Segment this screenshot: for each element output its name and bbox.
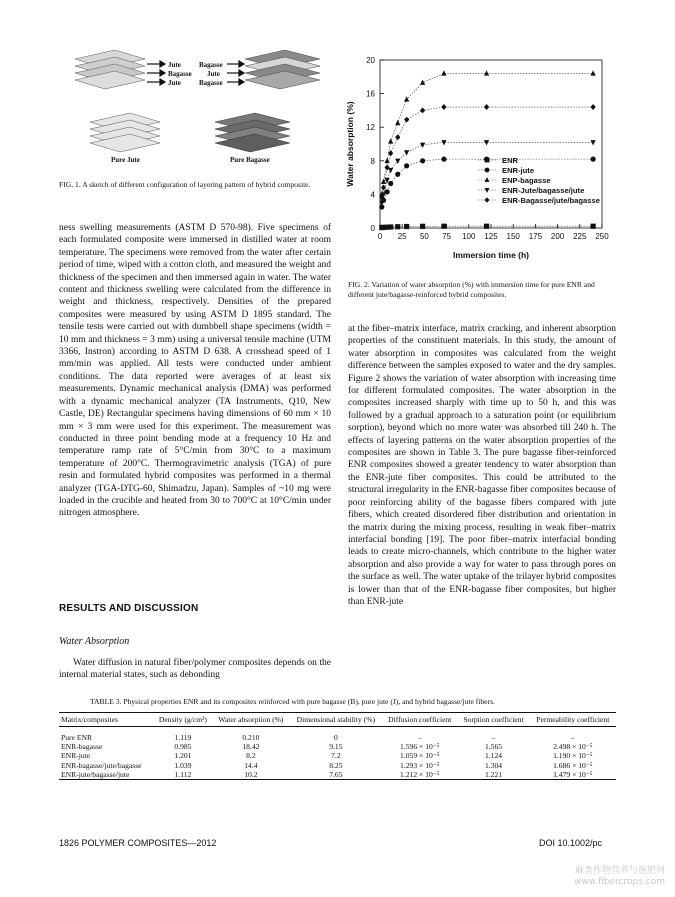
table-row (59, 761, 616, 770)
table-cell: 0.210 (242, 733, 260, 742)
table-cell: ENR-bagasse (61, 742, 103, 752)
data-point (388, 138, 393, 143)
section-title: RESULTS AND DISCUSSION (59, 603, 199, 614)
arrows-left (147, 61, 165, 85)
table-cell: – (417, 733, 422, 742)
discussion-paragraph: at the fiber–matrix interface, matrix cracking, and inherent absorption properties of the constituent materials. In this study, the amount of water absorption in composites was calculated from the weight difference between the samples exposed to water and the dry samples. Figure 2 shows the variation of water absorption with increasing time for different formulated composites. The water absorption in the composites increased sharply with time up to 50 h, and this was followed by a gradual approach to a saturation point (or equilibrium sorption), beyond which no more water was absorbed till 240 h. The effects of layering patterns on the water absorption properties of the composites are shown in Table 3. The pure bagasse fiber-reinforced ENR composites showed a greater tendency to water absorption than the ENR-jute fiber composites. This could be attributed to the structural irregularity in the ENR-bagasse fiber composites because of poor reinforcing ability of the bagasse fibers compared with jute fibers, which created disordered fiber distribution and orientation in the matrix during the mixing process, resulting in weak fiber–matrix interfacial bonding [19]. The poor fiber–matrix interfacial bonding leads to create micro-channels, which contribute to the higher water absorption and also provide a way for water to pass through pores on the surface as well. The water uptake of the trilayer hybrid composites is lower than that of the ENR-bagasse fiber composites, but higher than ENR-jute (348, 324, 616, 607)
table-cell: ENR-jute/bagasse/jute (61, 769, 130, 779)
x-tick-label: 225 (573, 232, 587, 241)
table-cell: – (491, 733, 496, 742)
table-cell: – (570, 733, 575, 742)
data-point (395, 172, 400, 177)
data-point (388, 168, 393, 173)
table-header: Density (g/cm³) (158, 715, 207, 724)
data-point (441, 224, 446, 229)
data-point (441, 157, 446, 162)
table-header: Matrix/composites (61, 715, 118, 724)
arrows-right (227, 61, 244, 85)
x-tick-label: 25 (397, 232, 407, 241)
y-tick-label: 20 (366, 56, 375, 65)
data-point (404, 150, 409, 155)
table-cell: 9.15 (329, 742, 343, 752)
x-tick-label: 75 (442, 232, 452, 241)
x-tick-label: 200 (550, 232, 565, 241)
x-tick-label: 0 (377, 232, 383, 241)
table-cell: 0 (333, 733, 338, 742)
pure-bagasse-stack (215, 113, 290, 152)
figure-2-caption: FIG. 2. Variation of water absorption (%) with immersion time for pure ENR and different jute/bagasse-reinforced hybrid composites. (348, 280, 595, 299)
table-row (59, 742, 616, 751)
page-footer-journal: 1826 POLYMER COMPOSITES—2012 (59, 838, 217, 848)
x-tick-label: 250 (595, 232, 609, 241)
layered-stack-bagasse-jute-bagasse (245, 50, 320, 89)
y-tick-label: 8 (370, 156, 375, 166)
table-cell: 14.4 (244, 760, 258, 770)
watermark-line-1: 麻类作物营养与施肥网 (574, 866, 665, 876)
x-tick-label: 175 (528, 232, 543, 241)
data-point (420, 107, 425, 113)
legend-marker (485, 168, 490, 173)
table-header: Sorption coefficient (463, 715, 524, 724)
data-point (404, 163, 409, 168)
series-line (382, 107, 593, 198)
data-point (484, 70, 489, 75)
table-header-row (59, 713, 616, 727)
legend-marker (485, 158, 490, 163)
data-point (420, 224, 425, 229)
table-header: Diffusion coefficient (388, 715, 452, 724)
table-3 (59, 712, 616, 780)
data-point (388, 181, 393, 186)
data-point (420, 158, 425, 163)
table-cell: Pure ENR (61, 733, 93, 742)
figure-1-sketch (55, 50, 335, 170)
data-point (395, 224, 400, 229)
x-tick-label: 150 (506, 232, 520, 241)
y-tick-label: 12 (366, 123, 375, 133)
methods-paragraph: ness swelling measurements (ASTM D 570-98). Five specimens of each formulated composite were immersed in distilled water at room temperature. The specimens were removed from the water after certain period of time, wiped with a cotton cloth, and measured the weight and thickness of the specimen and then immersed again in water. The water content and thickness swelling were calculated from the difference in weight and thickness, respectively. Densities of the prepared composites were measured by using ASTM D 1895 standard. The tensile tests were carried out with dumbbell shape specimens (width = 10 mm and thickness = 3 mm) using a universal tensile machine (UTM 3366, Instron) according to ASTM D 638. A crosshead speed of 1 mm/min was applied. All tests were conducted under ambient conditions. The data reported were averages of at least six measurements. Dynamic mechanical analysis (DMA) was performed with a dynamic mechanical analyzer (TA Instruments, Q10, New Castle, DE) Rectangular specimens having dimensions of 60 mm × 10 mm × 3 mm were used for this experiment. The measurement was conducted in three point bending mode at a frequency 10 Hz and temperature ramp rate of 5°C/min from 30°C to a maximum temperature of 200°C. Thermogravimetric analysis (TGA) of pure resin and formulated hybrid composites was performed in a thermal analyzer (TGA-DTG-60, Shimadzu, Japan). Samples of ~10 mg were loaded in the crucible and heated from 30 to 700°C at 10°C/min under nitrogen atmosphere. (59, 223, 331, 519)
table-cell: 2.498 × 10⁻⁵ (553, 742, 593, 752)
table-cell: 8.2 (246, 751, 256, 761)
table-cell: 10.2 (244, 769, 258, 779)
data-point (591, 224, 596, 229)
table-cell: 8.25 (329, 760, 343, 770)
legend-label: ENP-bagasse (502, 176, 551, 185)
watermark (535, 866, 665, 888)
table-cell: 1.565 (484, 742, 503, 752)
table-cell: 1.686 × 10⁻⁵ (553, 760, 593, 770)
data-point (484, 224, 489, 229)
table-cell: ENR-bagasse/jute/bagasse (61, 760, 142, 770)
layer-label-2: Bagasse (168, 70, 192, 78)
legend-marker (485, 177, 490, 182)
data-point (404, 96, 409, 101)
layer-label-4: Bagasse (199, 61, 223, 69)
data-point (388, 224, 393, 229)
data-point (441, 140, 446, 145)
data-point (420, 143, 425, 148)
table-cell: 1.119 (174, 733, 192, 742)
table-cell: 18.42 (242, 742, 260, 752)
table-cell: 7.65 (329, 769, 343, 779)
table-cell: 1.212 × 10⁻⁵ (400, 769, 440, 779)
layer-label-1: Jute (168, 61, 181, 69)
table-header: Dimensional stability (%) (296, 715, 376, 724)
data-point (484, 140, 489, 145)
data-point (591, 104, 596, 110)
layered-stack-jute-bagasse-jute (75, 50, 145, 89)
layer-label-3: Jute (168, 79, 181, 87)
pure-jute-stack (90, 113, 160, 152)
table-cell: 1.039 (174, 760, 192, 770)
table-cell: 1.190 × 10⁻⁵ (553, 751, 593, 761)
series-line (382, 73, 593, 194)
pure-jute-label: Pure Jute (111, 156, 140, 164)
data-point (441, 70, 446, 75)
table-header: Permeability coefficient (536, 715, 610, 724)
table-cell: 1.201 (174, 751, 192, 761)
table-cell: 1.596 × 10⁻⁵ (400, 742, 440, 752)
legend-label: ENR-Bagasse/jute/bagasse (502, 196, 600, 205)
legend-label: ENR-Jute/bagasse/jute (502, 186, 585, 195)
table-cell: 1.112 (174, 769, 192, 779)
water-absorption-paragraph: Water diffusion in natural fiber/polymer composites depends on the internal material states, such as debonding (59, 658, 331, 681)
legend-marker (485, 197, 490, 203)
table-header: Water absorption (%) (218, 715, 284, 724)
data-point (591, 157, 596, 162)
y-tick-label: 16 (366, 89, 375, 99)
page-footer-doi: DOI 10.1002/pc (539, 838, 603, 848)
data-point (381, 185, 386, 191)
table-row (59, 751, 616, 760)
x-tick-label: 125 (484, 232, 498, 241)
table-cell: 1.479 × 10⁻⁵ (553, 769, 593, 779)
legend-label: ENR-jute (502, 166, 535, 175)
table-3-caption: TABLE 3. Physical properties ENR and its composites reinforced with pure bagasse (B), pure jute (J), and hybrid bagasse/jute fibers. (90, 697, 495, 706)
figure-1-caption: FIG. 1. A sketch of different configuration of layering pattern of hybrid composite. (59, 180, 311, 189)
data-point (385, 158, 390, 163)
data-point (441, 104, 446, 110)
table-cell: 1.124 (484, 751, 503, 761)
data-point (388, 150, 393, 156)
subsection-title: Water Absorption (59, 636, 130, 647)
data-point (395, 120, 400, 125)
layer-label-6: Bagasse (199, 79, 223, 87)
y-tick-label: 4 (370, 190, 375, 200)
layer-label-5: Jute (207, 70, 220, 78)
x-axis-label: Immersion time (h) (452, 250, 530, 260)
table-cell: ENR-jute (61, 751, 91, 761)
legend-marker (485, 188, 490, 193)
data-point (591, 140, 596, 145)
data-point (404, 224, 409, 229)
data-point (484, 104, 489, 110)
data-point (591, 70, 596, 75)
y-tick-label: 0 (370, 224, 375, 233)
legend-label: ENR (502, 156, 519, 165)
watermark-line-2: www.fibercrops.com (574, 877, 665, 887)
data-point (404, 117, 409, 123)
table-row (59, 770, 616, 780)
table-cell: 1.059 × 10⁻⁵ (400, 751, 440, 761)
x-tick-label: 50 (419, 232, 429, 241)
table-cell: 1.221 (484, 769, 503, 779)
x-tick-label: 100 (462, 232, 476, 241)
data-point (395, 134, 400, 140)
table-cell: 7.2 (331, 751, 341, 761)
table-cell: 1.293 × 10⁻⁵ (400, 760, 440, 770)
table-cell: 1.304 (484, 760, 503, 770)
table-cell: 0.985 (174, 742, 192, 752)
y-axis-label: Water absorption (%) (345, 101, 355, 187)
table-row (59, 727, 616, 743)
figure-2-chart (340, 50, 625, 272)
pure-bagasse-label: Pure Bagasse (230, 156, 270, 164)
